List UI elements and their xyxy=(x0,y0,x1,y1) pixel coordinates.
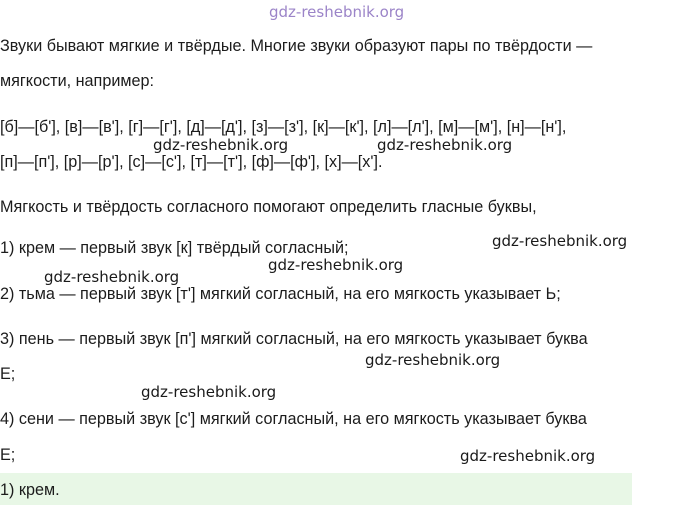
list-item-3: 3) пень — первый звук [п'] мягкий согласный, на его мягкость указывает буква xyxy=(0,330,588,348)
watermark: gdz-reshebnik.org xyxy=(141,383,277,401)
watermark: gdz-reshebnik.org xyxy=(377,136,513,154)
answer-box xyxy=(0,473,632,505)
list-item-3-cont: Е; xyxy=(0,365,16,383)
rule-text: Мягкость и твёрдость согласного помогают определить гласные буквы, xyxy=(0,198,537,216)
watermark: gdz-reshebnik.org xyxy=(268,256,404,274)
intro-line-1: Звуки бывают мягкие и твёрдые. Многие звуки образуют пары по твёрдости — xyxy=(0,37,593,55)
list-item-2: 2) тьма — первый звук [т'] мягкий согласный, на его мягкость указывает Ь; xyxy=(0,285,561,303)
watermark: gdz-reshebnik.org xyxy=(365,351,501,369)
pairs-line-2: [п]—[п'], [р]—[р'], [с]—[с'], [т]—[т'], [ф]—[ф'], [х]—[х']. xyxy=(0,153,383,171)
intro-line-2: мягкости, например: xyxy=(0,72,154,90)
watermark: gdz-reshebnik.org xyxy=(153,136,289,154)
list-item-1: 1) крем — первый звук [к] твёрдый согласный; xyxy=(0,239,349,257)
watermark: gdz-reshebnik.org xyxy=(44,268,180,286)
list-item-4: 4) сени — первый звук [с'] мягкий согласный, на его мягкость указывает буква xyxy=(0,410,587,428)
watermark: gdz-reshebnik.org xyxy=(460,447,596,465)
watermark: gdz-reshebnik.org xyxy=(492,232,628,250)
watermark-top: gdz-reshebnik.org xyxy=(269,3,405,21)
answer-text: 1) крем. xyxy=(0,481,60,499)
list-item-4-cont: Е; xyxy=(0,446,16,464)
pairs-line-1: [б]—[б'], [в]—[в'], [г]—[г'], [д]—[д'], [з]—[з'], [к]—[к'], [л]—[л'], [м]—[м'], [н]—[н'], xyxy=(0,118,567,136)
